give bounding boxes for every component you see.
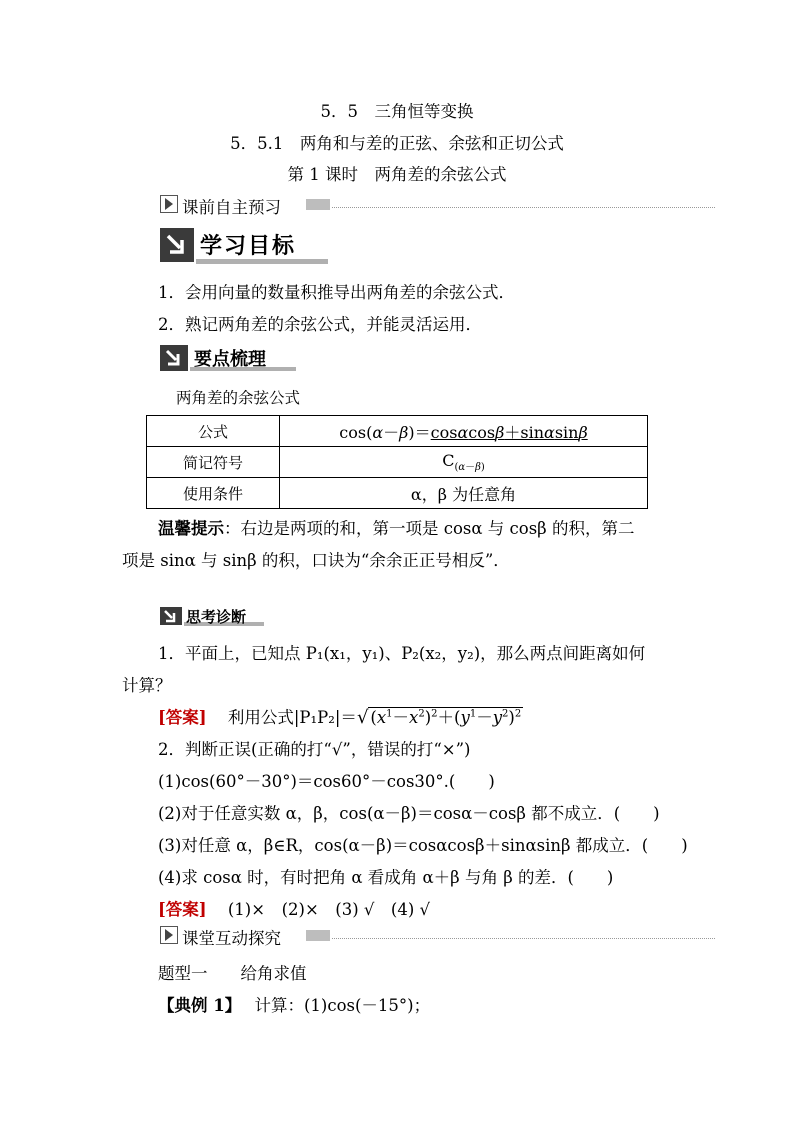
type-title: 题型一 给角求值 bbox=[158, 964, 307, 983]
goal-item-1: 1．会用向量的数量积推导出两角差的余弦公式． bbox=[158, 283, 515, 302]
table-key: 简记符号 bbox=[147, 447, 280, 478]
tip-line-2: 项是 sinα 与 sinβ 的积，口诀为“余余正正号相反”． bbox=[122, 551, 510, 570]
tip-line-1: 温馨提示：右边是两项的和，第一项是 cosα 与 cosβ 的积，第二 bbox=[158, 519, 635, 538]
table-row bbox=[147, 447, 648, 478]
arrow-icon bbox=[160, 607, 182, 625]
gray-block bbox=[306, 199, 330, 210]
section-bar-label: 课堂互动探究 bbox=[182, 929, 281, 948]
table-row bbox=[147, 478, 648, 509]
keypoints-heading bbox=[160, 345, 300, 371]
q2-item-3: (3)对任意 α，β∈R，cos(α－β)＝cosαcosβ＋sinαsinβ 都成立．( ) bbox=[158, 836, 688, 855]
question-1-line-2: 计算？ bbox=[122, 676, 172, 695]
dotted-divider bbox=[332, 207, 715, 208]
example-label: 【典例 1】 bbox=[158, 996, 242, 1015]
q2-item-2: (2)对于任意实数 α，β，cos(α－β)＝cosα－cosβ 都不成立．( ) bbox=[158, 804, 660, 823]
tip-label: 温馨提示 bbox=[158, 519, 224, 538]
condition-cell: α，β 为任意角 bbox=[280, 478, 648, 509]
keypoints-subtitle: 两角差的余弦公式 bbox=[176, 389, 301, 407]
section-bar-label: 课前自主预习 bbox=[182, 198, 281, 217]
formula-cell: cos(α－β)＝cosαcosβ＋sinαsinβ bbox=[280, 416, 648, 447]
table-row bbox=[147, 416, 648, 447]
lesson-title: 第 1 课时 两角差的余弦公式 bbox=[287, 165, 507, 184]
goal-item-2: 2．熟记两角差的余弦公式，并能灵活运用． bbox=[158, 315, 482, 334]
answer-label: [答案] bbox=[158, 900, 207, 919]
thinking-heading bbox=[160, 607, 270, 627]
formula-table bbox=[146, 415, 648, 509]
table-key: 公式 bbox=[147, 416, 280, 447]
dotted-divider bbox=[332, 938, 715, 939]
example-1: 【典例 1】 计算：(1)cos(－15°)； bbox=[158, 996, 431, 1015]
question-1-line-1: 1．平面上，已知点 P₁(x₁，y₁)、P₂(x₂，y₂)，那么两点间距离如何 bbox=[158, 644, 646, 663]
subsection-title: 5．5.1 两角和与差的正弦、余弦和正切公式 bbox=[230, 134, 564, 153]
play-icon bbox=[160, 926, 178, 944]
arrow-icon bbox=[160, 345, 188, 371]
goals-heading-text: 学习目标 bbox=[200, 234, 297, 259]
q2-item-4: (4)求 cosα 时，有时把角 α 看成角 α＋β 与角 β 的差．( ) bbox=[158, 868, 614, 887]
question-2: 2．判断正误(正确的打“√”，错误的打“×”) bbox=[158, 740, 471, 759]
q2-item-1: (1)cos(60°－30°)＝cos60°－cos30°.( ) bbox=[158, 772, 495, 791]
answer-2: [答案] (1)× (2)× (3) √ (4) √ bbox=[158, 900, 431, 919]
symbol-cell: $C_{(\alpha-\beta)}$ bbox=[280, 447, 648, 478]
section-bar-preview bbox=[160, 195, 715, 215]
gray-block bbox=[306, 930, 330, 941]
goals-heading bbox=[160, 228, 330, 264]
keypoints-heading-text: 要点梳理 bbox=[194, 349, 266, 370]
play-icon bbox=[160, 195, 178, 213]
answer-1: [答案] 利用公式|P₁P₂|＝√ $(x^1-x^2)^2+(y^1-y^2)^2$ bbox=[158, 707, 522, 728]
arrow-icon bbox=[160, 228, 194, 262]
section-title: 5．5 三角恒等变换 bbox=[320, 102, 474, 121]
section-bar-classroom bbox=[160, 926, 715, 946]
thinking-heading-text: 思考诊断 bbox=[186, 608, 247, 626]
table-key: 使用条件 bbox=[147, 478, 280, 509]
answer-label: [答案] bbox=[158, 708, 207, 727]
